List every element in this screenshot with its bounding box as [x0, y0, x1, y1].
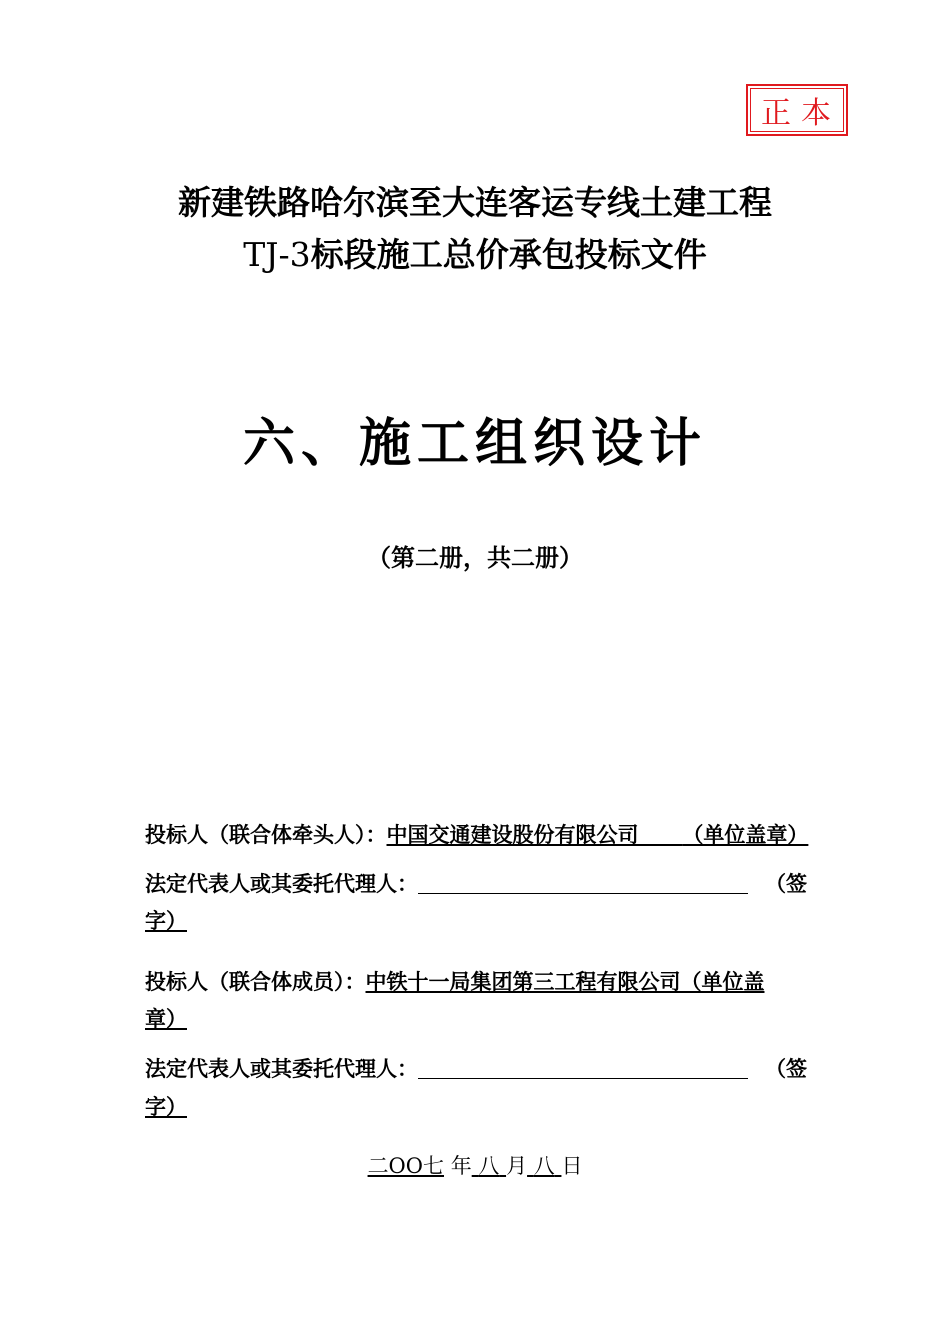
chapter-heading: 六、施工组织设计 [242, 414, 707, 474]
signature-note-1a: （签 [765, 871, 807, 896]
signature-note-2a: （签 [765, 1056, 807, 1081]
lead-bidder-row [145, 824, 807, 845]
date-year-unit: 年 [450, 1154, 472, 1178]
lead-bidder-seal: （单位盖章） [682, 822, 809, 847]
signature-note-1b: 字） [145, 908, 187, 933]
section-code: TJ-3 [243, 235, 311, 274]
member-bidder-label: 投标人（联合体成员）： [145, 969, 366, 994]
document-title-line2 [0, 235, 950, 274]
member-bidder-seal-b: 章） [145, 1006, 187, 1031]
document-date [0, 1156, 950, 1177]
representative-row-2 [145, 1058, 807, 1079]
member-bidder-seal-a: （单位盖 [680, 969, 765, 994]
signature-note-2b: 字） [145, 1094, 187, 1119]
date-month-unit: 月 [506, 1154, 528, 1178]
lead-bidder-label: 投标人（联合体牵头人）： [145, 822, 387, 847]
document-title-line1: 新建铁路哈尔滨至大连客运专线土建工程 [178, 183, 772, 222]
representative-row-1 [145, 873, 807, 894]
member-bidder-row [145, 971, 807, 992]
member-seal-b-row [145, 1008, 807, 1029]
date-year: 二OO七 [367, 1154, 444, 1178]
date-day: 八 [533, 1154, 555, 1178]
volume-label: （第二册，共二册） [367, 543, 583, 572]
signature-blank-1 [418, 873, 748, 894]
signature-note-2b-row [145, 1096, 807, 1117]
signature-note-1b-row [145, 910, 807, 931]
stamp-text: 正本 [750, 88, 844, 132]
document-title-line2-text: 标段施工总价承包投标文件 [310, 235, 707, 274]
lead-bidder-company: 中国交通建设股份有限公司 （单位盖章） [386, 822, 809, 847]
representative-label-2: 法定代表人或其委托代理人： [145, 1056, 418, 1081]
date-month: 八 [478, 1154, 500, 1178]
signature-blank-2 [418, 1058, 748, 1079]
date-day-unit: 日 [561, 1154, 583, 1178]
member-bidder-company: 中铁十一局集团第三工程有限公司 [365, 969, 681, 994]
original-copy-stamp [746, 84, 848, 136]
representative-label-1: 法定代表人或其委托代理人： [145, 871, 418, 896]
